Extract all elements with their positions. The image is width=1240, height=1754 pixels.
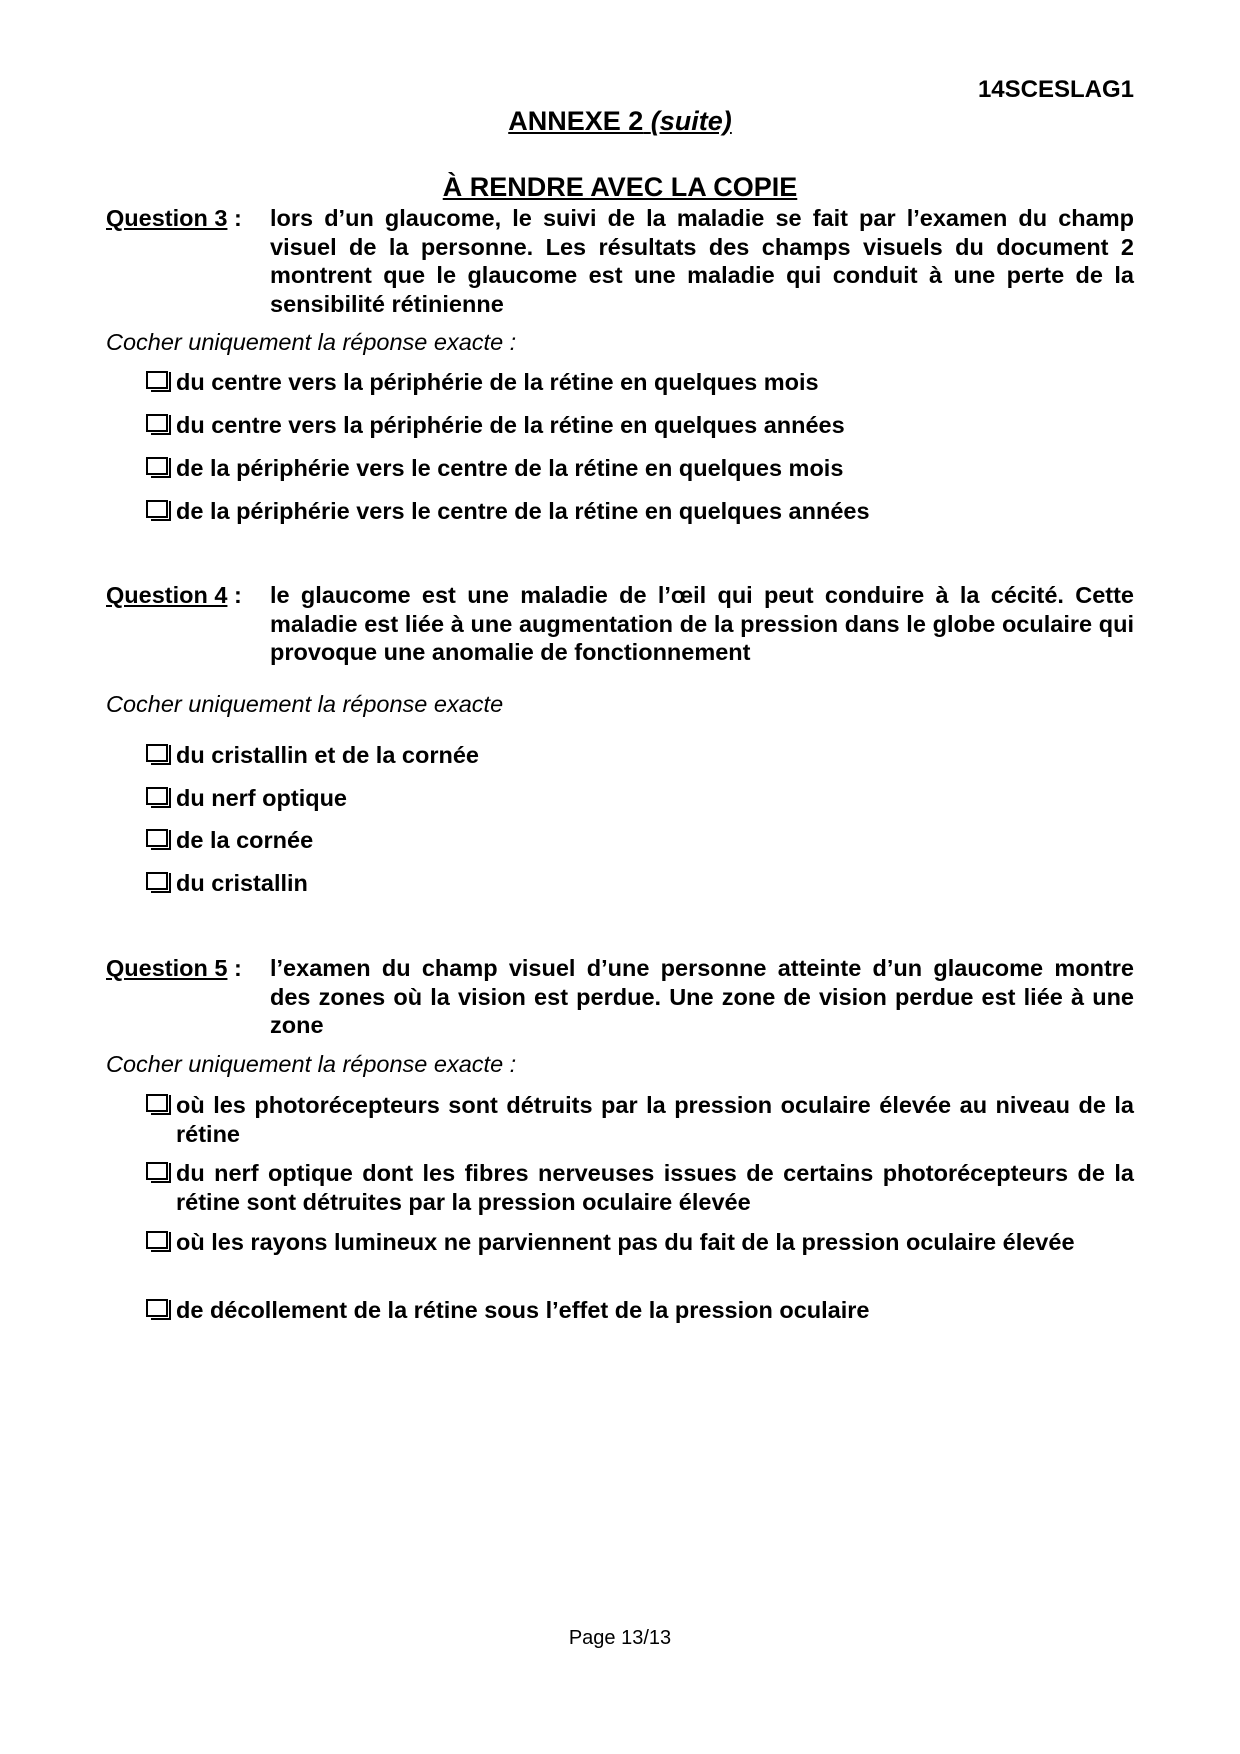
question-3-text: lors d’un glaucome, le suivi de la maladie se fait par l’examen du champ visuel de la personne. Les résultats des champs visuels du document 2 montrent que le glaucome est une maladie qui conduit à une perte de la sensibilité rétinienne: [270, 205, 1134, 317]
checkbox-icon[interactable]: [146, 457, 168, 475]
checkbox-icon[interactable]: [146, 787, 168, 805]
checkbox-icon[interactable]: [146, 414, 168, 432]
page-number: Page 13/13: [568, 1627, 672, 1649]
option-label: où les photorécepteurs sont détruits par la pression oculaire élevée au niveau de la rétine: [176, 1092, 1134, 1147]
checkbox-icon[interactable]: [146, 1231, 168, 1249]
question-4-text: le glaucome est une maladie de l’œil qui peut conduire à la cécité. Cette maladie est liée à une augmentation de la pression dans le globe oculaire qui provoque une anomalie de fonctionnement: [270, 582, 1134, 665]
document-code: 14SCESLAG1: [977, 76, 1134, 103]
option-label: du nerf optique dont les fibres nerveuses issues de certains photorécepteurs de la rétine sont détruites par la pression oculaire élevée: [176, 1160, 1134, 1215]
q5-option-1[interactable]: [146, 1091, 1134, 1148]
q4-option-3[interactable]: [146, 826, 1134, 855]
option-label: du cristallin: [176, 870, 308, 896]
annexe-title: [0, 104, 1240, 138]
q5-option-4[interactable]: [146, 1296, 1134, 1325]
checkbox-icon[interactable]: [146, 872, 168, 890]
option-label: du centre vers la périphérie de la rétine en quelques années: [176, 412, 845, 438]
checkbox-icon[interactable]: [146, 1299, 168, 1317]
question-3-instruction: Cocher uniquement la réponse exacte :: [106, 329, 517, 355]
q4-option-1[interactable]: [146, 741, 1134, 770]
question-3-label: Question 3 :: [106, 205, 242, 231]
checkbox-icon[interactable]: [146, 500, 168, 518]
q4-option-2[interactable]: [146, 784, 1134, 813]
option-label: du nerf optique: [176, 785, 348, 811]
question-5-instruction: Cocher uniquement la réponse exacte :: [106, 1051, 517, 1077]
checkbox-icon[interactable]: [146, 371, 168, 389]
q4-option-4[interactable]: [146, 869, 1134, 898]
question-3: [106, 204, 1134, 318]
checkbox-icon[interactable]: [146, 829, 168, 847]
annexe-suite: (suite): [650, 106, 732, 136]
question-5-text: l’examen du champ visuel d’une personne atteinte d’un glaucome montre des zones où la vision est perdue. Une zone de vision perdue est liée à une zone: [270, 955, 1134, 1038]
q3-option-2[interactable]: [146, 411, 1134, 440]
option-label: de la cornée: [176, 827, 314, 853]
question-4-label: Question 4 :: [106, 582, 242, 608]
q5-option-3[interactable]: [146, 1228, 1134, 1257]
instruction-title: À RENDRE AVEC LA COPIE: [442, 172, 798, 202]
option-label: de décollement de la rétine sous l’effet de la pression oculaire: [176, 1297, 870, 1323]
checkbox-icon[interactable]: [146, 1094, 168, 1112]
q3-option-4[interactable]: [146, 497, 1134, 526]
option-label: du centre vers la périphérie de la rétine en quelques mois: [176, 369, 819, 395]
option-label: où les rayons lumineux ne parviennent pas du fait de la pression oculaire élevée: [176, 1229, 1075, 1255]
question-4: [106, 581, 1134, 667]
annexe-label: ANNEXE 2: [508, 106, 644, 136]
option-label: de la périphérie vers le centre de la rétine en quelques mois: [176, 455, 844, 481]
question-5: [106, 954, 1134, 1040]
checkbox-icon[interactable]: [146, 1162, 168, 1180]
q5-option-2[interactable]: [146, 1159, 1134, 1216]
option-label: du cristallin et de la cornée: [176, 742, 479, 768]
q3-option-1[interactable]: [146, 368, 1134, 397]
q3-option-3[interactable]: [146, 454, 1134, 483]
question-5-label: Question 5 :: [106, 955, 242, 981]
question-4-instruction: Cocher uniquement la réponse exacte: [106, 691, 504, 717]
checkbox-icon[interactable]: [146, 744, 168, 762]
option-label: de la périphérie vers le centre de la rétine en quelques années: [176, 498, 870, 524]
